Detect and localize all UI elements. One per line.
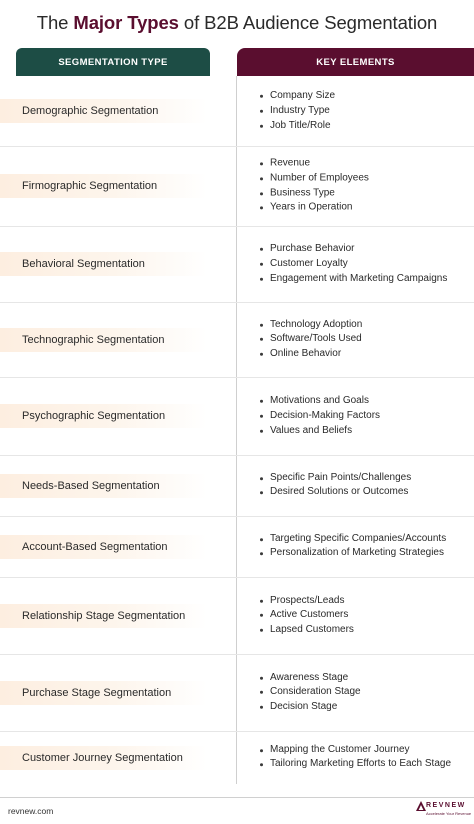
segmentation-type-label: Purchase Stage Segmentation (0, 681, 207, 705)
key-elements-list (258, 317, 362, 361)
key-element-item: Personalization of Marketing Strategies (258, 547, 446, 562)
segmentation-type-label: Relationship Stage Segmentation (0, 604, 207, 628)
key-element-item: Desired Solutions or Outcomes (258, 486, 411, 501)
key-element-item: Lapsed Customers (258, 623, 354, 638)
logo-name: REVNEW (426, 802, 466, 809)
key-element-item: Purchase Behavior (258, 242, 447, 257)
footer-url: revnew.com (8, 806, 54, 816)
key-elements-list (258, 471, 411, 501)
key-element-item: Decision Stage (258, 700, 361, 715)
key-element-item: Mapping the Customer Journey (258, 743, 451, 758)
table-row (0, 455, 474, 517)
triangle-logo-icon (416, 801, 426, 811)
page-title (0, 12, 474, 34)
key-element-item: Customer Loyalty (258, 257, 447, 272)
segmentation-type-label: Firmographic Segmentation (0, 174, 207, 198)
key-element-item: Awareness Stage (258, 670, 361, 685)
table-row (0, 516, 474, 578)
key-element-item: Number of Employees (258, 171, 369, 186)
key-elements-list (258, 394, 380, 438)
table-row (0, 226, 474, 303)
segmentation-type-label: Psychographic Segmentation (0, 404, 207, 428)
logo-tagline: Accelerate Your Revenue (426, 811, 472, 816)
key-element-item: Prospects/Leads (258, 593, 354, 608)
segmentation-type-label: Behavioral Segmentation (0, 252, 207, 276)
key-element-item: Active Customers (258, 608, 354, 623)
key-elements-header: KEY ELEMENTS (237, 48, 474, 76)
segmentation-type-header: SEGMENTATION TYPE (16, 48, 210, 76)
key-element-item: Decision-Making Factors (258, 409, 380, 424)
key-element-item: Industry Type (258, 104, 335, 119)
key-element-item: Business Type (258, 186, 369, 201)
table-row (0, 76, 474, 147)
key-elements-list (258, 593, 354, 637)
key-element-item: Job Title/Role (258, 118, 335, 133)
key-elements-list (258, 156, 369, 215)
key-elements-list (258, 242, 447, 286)
table-row (0, 377, 474, 456)
title-emphasis: Major Types (73, 12, 179, 33)
table-row (0, 146, 474, 227)
key-element-item: Motivations and Goals (258, 394, 380, 409)
key-element-item: Targeting Specific Companies/Accounts (258, 532, 446, 547)
key-element-item: Online Behavior (258, 347, 362, 362)
segmentation-type-label: Account-Based Segmentation (0, 535, 207, 559)
footer-divider (0, 797, 474, 798)
segmentation-type-label: Customer Journey Segmentation (0, 746, 207, 770)
table-row (0, 302, 474, 378)
table-row (0, 577, 474, 655)
key-element-item: Specific Pain Points/Challenges (258, 471, 411, 486)
key-element-item: Revenue (258, 156, 369, 171)
key-elements-list (258, 670, 361, 714)
segmentation-type-label: Demographic Segmentation (0, 99, 207, 123)
key-elements-list (258, 743, 451, 773)
key-element-item: Consideration Stage (258, 685, 361, 700)
key-element-item: Engagement with Marketing Campaigns (258, 271, 447, 286)
segmentation-type-label: Technographic Segmentation (0, 328, 207, 352)
table-row (0, 654, 474, 732)
key-element-item: Years in Operation (258, 201, 369, 216)
key-elements-list (258, 89, 335, 133)
key-elements-list (258, 532, 446, 562)
title-part1: The (36, 12, 74, 33)
key-element-item: Technology Adoption (258, 317, 362, 332)
title-part2: of B2B Audience Segmentation (178, 12, 438, 33)
key-element-item: Tailoring Marketing Efforts to Each Stage (258, 758, 451, 773)
key-element-item: Company Size (258, 89, 335, 104)
key-element-item: Software/Tools Used (258, 332, 362, 347)
revnew-logo (414, 800, 474, 822)
key-element-item: Values and Beliefs (258, 423, 380, 438)
table-row (0, 731, 474, 784)
segmentation-type-label: Needs-Based Segmentation (0, 474, 207, 498)
